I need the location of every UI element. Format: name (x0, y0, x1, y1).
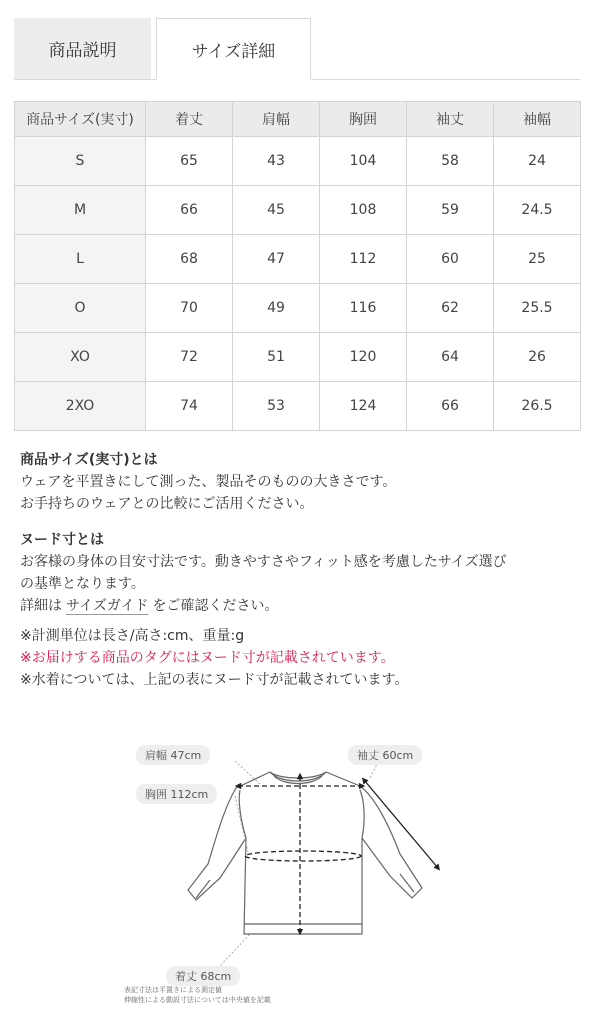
table-cell: 62 (407, 284, 494, 333)
table-cell: 68 (146, 235, 233, 284)
size-guide-link[interactable]: サイズガイド (66, 598, 149, 614)
column-header-sleeve-length: 袖丈 (407, 102, 494, 137)
column-header-shoulder: 肩幅 (233, 102, 320, 137)
body-length-label: 着丈 68cm (166, 966, 240, 986)
size-guide-line (20, 595, 580, 617)
table-cell: 70 (146, 284, 233, 333)
table-cell: 53 (233, 382, 320, 431)
table-cell: 25 (494, 235, 581, 284)
size-table (14, 101, 581, 431)
sweatshirt-illustration (100, 728, 500, 1018)
table-cell: 112 (320, 235, 407, 284)
table-cell: 26 (494, 333, 581, 382)
size-label-cell: S (15, 137, 146, 186)
nude-size-text: の基準となります。 (20, 576, 145, 592)
table-cell: 43 (233, 137, 320, 186)
size-label-cell: 2XO (15, 382, 146, 431)
size-notes (20, 449, 580, 691)
tab-product-description[interactable]: 商品説明 (14, 18, 151, 79)
table-cell: 51 (233, 333, 320, 382)
table-cell: 72 (146, 333, 233, 382)
table-cell: 66 (407, 382, 494, 431)
nude-size-text: お客様の身体の目安寸法です。動きやすさやフィット感を考慮したサイズ選び (20, 554, 507, 570)
table-row (15, 235, 581, 284)
table-cell: 59 (407, 186, 494, 235)
table-cell: 24 (494, 137, 581, 186)
table-row (15, 284, 581, 333)
table-row (15, 333, 581, 382)
tab-bar (14, 18, 580, 80)
table-cell: 108 (320, 186, 407, 235)
table-cell: 66 (146, 186, 233, 235)
size-label-cell: L (15, 235, 146, 284)
column-header-size: 商品サイズ(実寸) (15, 102, 146, 137)
unit-note: ※計測単位は長さ/高さ:cm、重量:g (20, 628, 245, 644)
size-guide-prefix: 詳細は (20, 598, 62, 614)
swimwear-note: ※水着については、上記の表にヌード寸が記載されています。 (20, 672, 409, 688)
table-cell: 65 (146, 137, 233, 186)
size-label-cell: M (15, 186, 146, 235)
tab-size-details[interactable]: サイズ詳細 (156, 18, 311, 80)
table-cell: 26.5 (494, 382, 581, 431)
table-cell: 45 (233, 186, 320, 235)
table-header-row (15, 102, 581, 137)
table-row (15, 382, 581, 431)
sleeve-length-label: 袖丈 60cm (348, 745, 422, 765)
column-header-chest: 胸囲 (320, 102, 407, 137)
table-row (15, 137, 581, 186)
shoulder-width-label: 肩幅 47cm (136, 745, 210, 765)
measurement-diagram (100, 728, 500, 1018)
table-cell: 25.5 (494, 284, 581, 333)
column-header-sleeve-width: 袖幅 (494, 102, 581, 137)
column-header-length: 着丈 (146, 102, 233, 137)
table-cell: 58 (407, 137, 494, 186)
table-cell: 24.5 (494, 186, 581, 235)
tag-warning-note: ※お届けする商品のタグにはヌード寸が記載されています。 (20, 650, 395, 666)
table-cell: 49 (233, 284, 320, 333)
table-row (15, 186, 581, 235)
table-cell: 120 (320, 333, 407, 382)
nude-size-heading: ヌード寸とは (20, 532, 104, 548)
table-cell: 74 (146, 382, 233, 431)
actual-size-text: お手持ちのウェアとの比較にご活用ください。 (20, 496, 314, 512)
chest-label: 胸囲 112cm (136, 784, 217, 804)
actual-size-text: ウェアを平置きにして測った、製品そのものの大きさです。 (20, 474, 397, 490)
table-cell: 124 (320, 382, 407, 431)
actual-size-heading: 商品サイズ(実寸)とは (20, 452, 158, 468)
table-cell: 116 (320, 284, 407, 333)
diagram-footnote: 表記寸法は平置きによる測定値 (124, 986, 222, 994)
table-cell: 104 (320, 137, 407, 186)
diagram-footnote: 伸縮性による動設寸法については中央値を記載 (124, 996, 271, 1004)
table-cell: 64 (407, 333, 494, 382)
table-cell: 47 (233, 235, 320, 284)
size-label-cell: XO (15, 333, 146, 382)
size-guide-suffix: をご確認ください。 (152, 598, 279, 614)
table-cell: 60 (407, 235, 494, 284)
size-label-cell: O (15, 284, 146, 333)
